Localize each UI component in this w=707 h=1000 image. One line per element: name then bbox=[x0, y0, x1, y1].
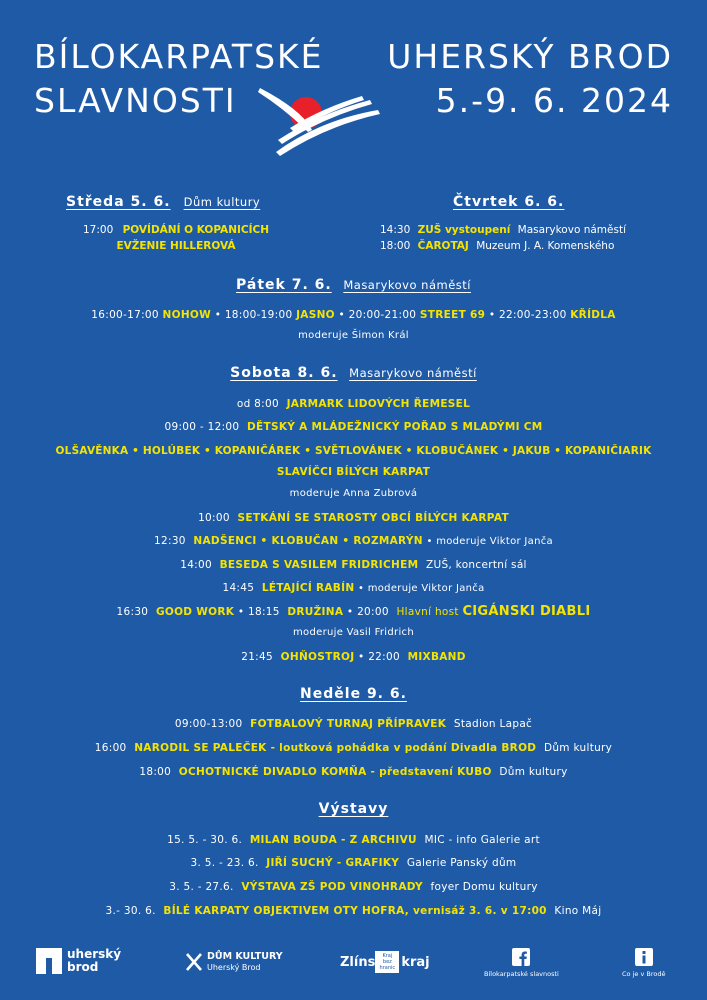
uhersky-brod-logo bbox=[36, 948, 121, 974]
info-label: Co je v Brodě bbox=[622, 970, 666, 978]
saturday-row-8 bbox=[0, 559, 707, 571]
saturday-event-9: LÉTAJÍCÍ RABÍN bbox=[261, 582, 355, 594]
friday-band-4: KŘÍDLA bbox=[570, 309, 616, 321]
wednesday-event-title: POVÍDÁNÍ O KOPANICÍCH bbox=[122, 224, 269, 236]
saturday-time-1: od 8:00 bbox=[236, 398, 279, 410]
saturday-main-guest: CIGÁNSKI DIABLI bbox=[462, 604, 591, 619]
sunday-event-1: FOTBALOVÝ TURNAJ PŘÍPRAVEK bbox=[250, 718, 447, 730]
sunday-row-1 bbox=[0, 718, 707, 730]
thursday-event-1: ZUŠ vystoupení bbox=[417, 224, 511, 236]
thursday-time-2: 18:00 bbox=[380, 240, 411, 252]
saturday-row-3: OLŠAVĚNKA • HOLÚBEK • KOPANIČÁREK • SVĚTLOVÁNEK • KLOBUČÁNEK • JAKUB • KOPANIČIARIK bbox=[55, 445, 652, 457]
exhibition-row-4 bbox=[0, 905, 707, 917]
dum-kultury-line1: DŮM KULTURY bbox=[207, 951, 283, 962]
exhibition-title-1: MILAN BOUDA - Z ARCHIVU bbox=[249, 834, 417, 846]
saturday-heading bbox=[0, 365, 707, 381]
dum-kultury-icon bbox=[186, 953, 202, 971]
exhibition-row-2 bbox=[0, 857, 707, 869]
sunday-place-2: Dům kultury bbox=[543, 742, 613, 754]
wednesday-place: Dům kultury bbox=[183, 195, 261, 209]
friday-lineup: 16:00-17:00 NOHOW • 18:00-19:00 JASNO • 20:00-21:00 STREET 69 • 22:00-23:00 KŘÍDLA bbox=[91, 309, 616, 321]
thursday-event-2: ČAROTAJ bbox=[417, 240, 469, 252]
zlinsky-kraj-logo bbox=[340, 951, 430, 973]
wednesday-event-2: EVŽENIE HILLEROVÁ bbox=[116, 240, 236, 252]
sunday-event-2: NARODIL SE PALEČEK - loutková pohádka v podání Divadla BROD bbox=[134, 742, 537, 754]
exhibition-row-3 bbox=[0, 881, 707, 893]
city-name: UHERSKÝ BROD bbox=[387, 37, 673, 76]
exhibition-title-4: BÍLÉ KARPATY OBJEKTIVEM OTY HOFRA, vernisáž 3. 6. v 17:00 bbox=[163, 905, 547, 917]
saturday-event-2: DĚTSKÝ A MLÁDEŽNICKÝ POŘAD S MLADÝMI CM bbox=[247, 421, 543, 433]
saturday-moderator-7: • moderuje Viktor Janča bbox=[426, 536, 553, 547]
saturday-row-4: SLAVÍČCI BÍLÝCH KARPAT bbox=[276, 466, 431, 478]
exhibition-place-4: Kino Máj bbox=[554, 905, 602, 917]
thursday-row-1 bbox=[380, 224, 626, 236]
info-icon[interactable] bbox=[635, 948, 653, 966]
exhibition-title-3: VÝSTAVA ZŠ POD VINOHRADY bbox=[241, 881, 423, 893]
sunday-event-3: OCHOTNICKÉ DIVADLO KOMŇA - představení KUBO bbox=[178, 766, 492, 778]
exhibition-date-1: 15. 5. - 30. 6. bbox=[167, 834, 243, 846]
zlinsky-kraj-text-b: kraj bbox=[401, 954, 430, 970]
saturday-place-8: ZUŠ, koncertní sál bbox=[425, 559, 527, 571]
dum-kultury-line2: Uherský Brod bbox=[207, 963, 261, 972]
sunday-day: Neděle 9. 6. bbox=[300, 686, 407, 702]
saturday-moderator-9: • moderuje Viktor Janča bbox=[358, 583, 485, 594]
thursday-row-2 bbox=[380, 240, 614, 252]
saturday-moderator-11: moderuje Vasil Fridrich bbox=[293, 627, 414, 638]
friday-time-3: 20:00-21:00 bbox=[348, 309, 417, 321]
friday-time-2: 18:00-19:00 bbox=[224, 309, 293, 321]
saturday-time-6: 10:00 bbox=[198, 512, 230, 524]
saturday-event-12b: MIXBAND bbox=[407, 651, 466, 663]
friday-day: Pátek 7. 6. bbox=[236, 277, 332, 293]
exhibition-date-3: 3. 5. - 27.6. bbox=[169, 881, 234, 893]
thursday-time-1: 14:30 bbox=[380, 224, 411, 236]
info-link[interactable] bbox=[622, 948, 665, 978]
saturday-time-7: 12:30 bbox=[154, 535, 186, 547]
facebook-label: Bílokarpatské slavnosti bbox=[484, 970, 559, 978]
saturday-event-10b: DRUŽINA bbox=[287, 606, 344, 618]
thursday-heading bbox=[453, 191, 564, 210]
saturday-row-2 bbox=[0, 421, 707, 433]
exhibition-title-2: JIŘÍ SUCHÝ - GRAFIKY bbox=[266, 857, 400, 869]
friday-band-1: NOHOW bbox=[162, 309, 212, 321]
saturday-row-6 bbox=[0, 512, 707, 524]
friday-moderator: moderuje Šimon Král bbox=[298, 330, 409, 341]
festival-title-line1: BÍLOKARPATSKÉ bbox=[34, 37, 324, 76]
saturday-row-9 bbox=[0, 582, 707, 594]
saturday-time-12a: 21:45 bbox=[241, 651, 273, 663]
exhibition-date-2: 3. 5. - 23. 6. bbox=[190, 857, 259, 869]
dum-kultury-logo bbox=[186, 951, 283, 973]
saturday-event-10a: GOOD WORK bbox=[155, 606, 235, 618]
saturday-time-10c: 20:00 bbox=[357, 606, 389, 618]
friday-band-3: STREET 69 bbox=[419, 309, 486, 321]
saturday-event-12a: OHŇOSTROJ bbox=[280, 651, 355, 663]
wednesday-heading bbox=[66, 191, 260, 210]
saturday-row-7 bbox=[0, 535, 707, 547]
sunday-place-1: Stadion Lapač bbox=[453, 718, 533, 730]
zlinsky-kraj-text-a: Zlíns bbox=[340, 954, 376, 970]
uhersky-brod-line1: uherský bbox=[67, 947, 122, 961]
saturday-row-12: 21:45 OHŇOSTROJ • 22:00 MIXBAND bbox=[241, 651, 466, 663]
sunday-time-3: 18:00 bbox=[139, 766, 172, 778]
exhibition-place-1: MIC - info Galerie art bbox=[424, 834, 540, 846]
saturday-row-10: 16:30 GOOD WORK • 18:15 DRUŽINA • 20:00 Hlavní host CIGÁNSKI DIABLI bbox=[116, 604, 591, 619]
facebook-icon[interactable] bbox=[512, 948, 530, 966]
saturday-row-1 bbox=[0, 398, 707, 410]
exhibition-date-4: 3.- 30. 6. bbox=[105, 905, 156, 917]
saturday-time-10b: 18:15 bbox=[248, 606, 280, 618]
exhibition-row-1 bbox=[0, 834, 707, 846]
friday-time-1: 16:00-17:00 bbox=[91, 309, 159, 321]
saturday-time-8: 14:00 bbox=[180, 559, 212, 571]
festival-logo bbox=[250, 80, 390, 170]
saturday-main-guest-label: Hlavní host bbox=[396, 606, 459, 618]
zlinsky-kraj-box: Kraj bez hranic bbox=[375, 951, 399, 973]
saturday-event-8: BESEDA S VASILEM FRIDRICHEM bbox=[219, 559, 419, 571]
saturday-event-7: NADŠENCI • KLOBUČAN • ROZMARÝN bbox=[193, 535, 423, 547]
exhibition-place-2: Galerie Panský dům bbox=[406, 857, 517, 869]
sunday-row-2 bbox=[0, 742, 707, 754]
friday-place: Masarykovo náměstí bbox=[343, 278, 471, 292]
wednesday-day: Středa 5. 6. bbox=[66, 194, 171, 210]
thursday-day: Čtvrtek 6. 6. bbox=[453, 194, 565, 210]
uhersky-brod-icon bbox=[36, 948, 62, 974]
wednesday-event-1 bbox=[66, 224, 286, 236]
saturday-time-2: 09:00 - 12:00 bbox=[164, 421, 240, 433]
thursday-place-1: Masarykovo náměstí bbox=[517, 224, 626, 236]
wednesday-time: 17:00 bbox=[82, 224, 114, 236]
saturday-event-6: SETKÁNÍ SE STAROSTY OBCÍ BÍLÝCH KARPAT bbox=[237, 512, 509, 524]
friday-time-4: 22:00-23:00 bbox=[499, 309, 567, 321]
saturday-place: Masarykovo náměstí bbox=[349, 366, 477, 380]
saturday-time-9: 14:45 bbox=[222, 582, 255, 594]
sunday-place-3: Dům kultury bbox=[499, 766, 568, 778]
exhibition-place-3: foyer Domu kultury bbox=[430, 881, 538, 893]
friday-heading bbox=[0, 277, 707, 293]
festival-dates: 5.-9. 6. 2024 bbox=[435, 81, 673, 120]
thursday-place-2: Muzeum J. A. Komenského bbox=[476, 240, 615, 252]
sunday-row-3 bbox=[0, 766, 707, 778]
exhibitions-heading bbox=[0, 801, 707, 817]
saturday-event-1: JARMARK LIDOVÝCH ŘEMESEL bbox=[286, 398, 471, 410]
sunday-heading bbox=[0, 686, 707, 702]
saturday-time-10a: 16:30 bbox=[116, 606, 149, 618]
saturday-moderator-1: moderuje Anna Zubrová bbox=[289, 488, 418, 499]
sunday-time-1: 09:00-13:00 bbox=[174, 718, 243, 730]
uhersky-brod-line2: brod bbox=[67, 960, 99, 974]
saturday-day: Sobota 8. 6. bbox=[230, 365, 338, 381]
facebook-link[interactable] bbox=[484, 948, 559, 978]
friday-band-2: JASNO bbox=[296, 309, 335, 321]
sunday-time-2: 16:00 bbox=[94, 742, 127, 754]
saturday-time-12b: 22:00 bbox=[368, 651, 400, 663]
festival-title-line2: SLAVNOSTI bbox=[34, 81, 237, 120]
exhibitions-title: Výstavy bbox=[318, 801, 389, 817]
